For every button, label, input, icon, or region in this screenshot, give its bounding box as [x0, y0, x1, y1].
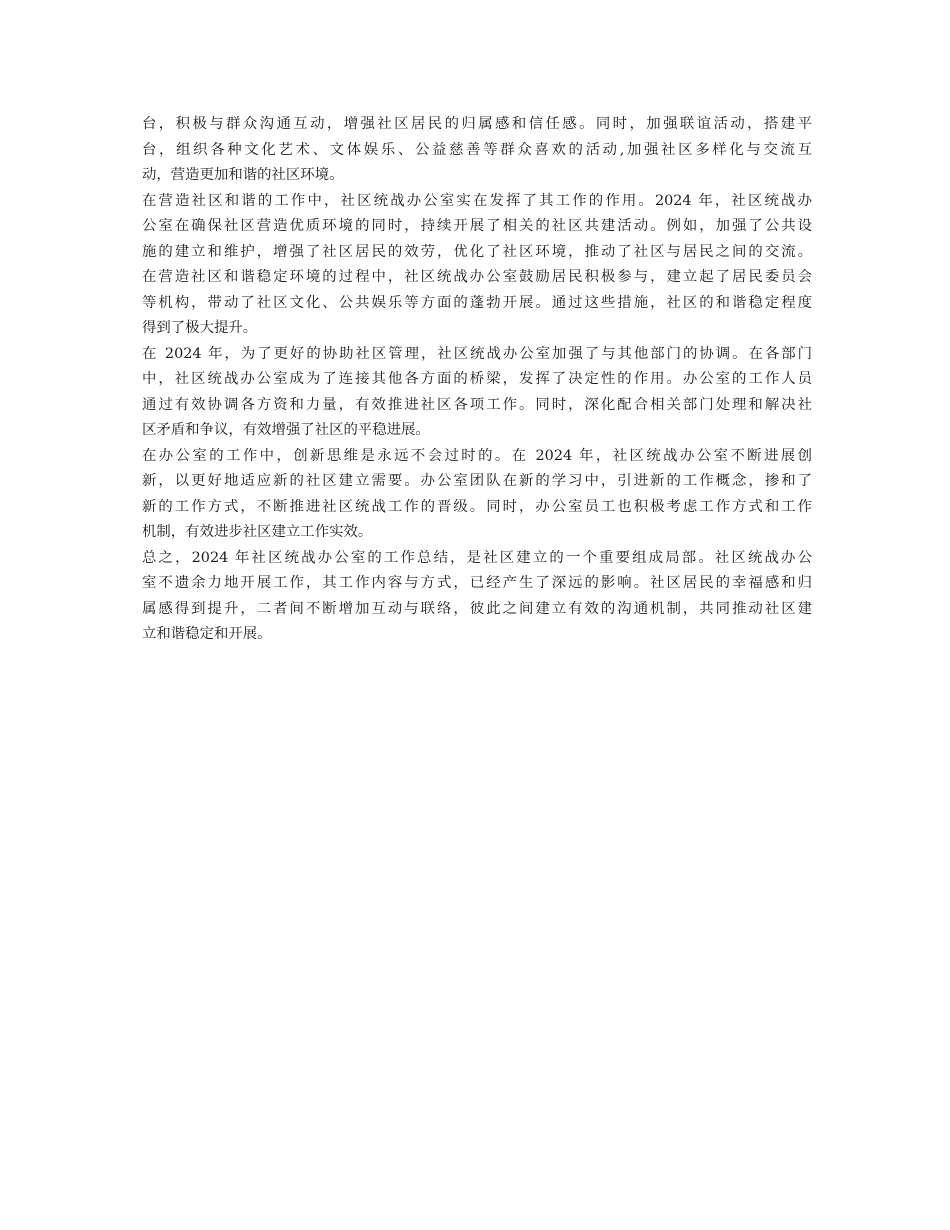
text-line: 中，社区统战办公室成为了连接其他各方面的桥梁，发挥了决定性的作用。办公室的工作人员: [142, 371, 812, 387]
text-line: 得到了极大提升。: [142, 320, 258, 336]
text-line: 总之，2024 年社区统战办公室的工作总结，是社区建立的一个重要组成局部。社区统战办公: [142, 549, 812, 566]
paragraph-2: [142, 189, 812, 342]
paragraph-1: [142, 112, 812, 189]
text-line: 台，积极与群众沟通互动，增强社区居民的归属感和信任感。同时，加强联谊活动，搭建平: [142, 116, 812, 132]
text-line: 新，以更好地适应新的社区建立需要。办公室团队在新的学习中，引进新的工作概念，掺和了: [142, 473, 812, 489]
paragraph-3: [142, 342, 812, 444]
text-line: 机制，有效进步社区建立工作实效。: [142, 524, 373, 540]
text-line: 在 2024 年，为了更好的协助社区管理，社区统战办公室加强了与其他部门的协调。在各部门: [142, 345, 812, 362]
text-line: 属感得到提升，二者间不断增加互动与联络，彼此之间建立有效的沟通机制，共同推动社区建: [142, 600, 812, 617]
text-line: 立和谐稳定和开展。: [142, 626, 272, 642]
document-body: [142, 112, 812, 648]
text-line: 通过有效协调各方资和力量，有效推进社区各项工作。同时，深化配合相关部门处理和解决社: [142, 396, 812, 413]
text-line: 室不遗余力地开展工作，其工作内容与方式，已经产生了深远的影响。社区居民的幸福感和归: [142, 575, 812, 591]
text-line: 台，组织各种文化艺术、文体娱乐、公益慈善等群众喜欢的活动,加强社区多样化与交流互: [142, 141, 812, 158]
text-line: 新的工作方式，不断推进社区统战工作的晋级。同时，办公室员工也积极考虑工作方式和工作: [142, 498, 812, 515]
text-line: 施的建立和维护，增强了社区居民的效劳，优化了社区环境，推动了社区与居民之间的交流。: [142, 243, 812, 260]
paragraph-4: [142, 444, 812, 546]
text-line: 在办公室的工作中，创新思维是永远不会过时的。在 2024 年，社区统战办公室不断进展创: [142, 447, 812, 464]
text-line: 公室在确保社区营造优质环境的同时，持续开展了相关的社区共建活动。例如，加强了公共设: [142, 218, 812, 234]
text-line: 等机构，带动了社区文化、公共娱乐等方面的蓬勃开展。通过这些措施，社区的和谐稳定程度: [142, 294, 812, 311]
text-line: 在营造社区和谐稳定环境的过程中，社区统战办公室鼓励居民积极参与，建立起了居民委员会: [142, 269, 812, 285]
text-line: 在营造社区和谐的工作中，社区统战办公室实在发挥了其工作的作用。2024 年，社区统战办: [142, 192, 812, 209]
text-line: 动，营造更加和谐的社区环境。: [142, 167, 344, 183]
paragraph-5: [142, 546, 812, 648]
text-line: 区矛盾和争议，有效增强了社区的平稳进展。: [142, 422, 430, 438]
